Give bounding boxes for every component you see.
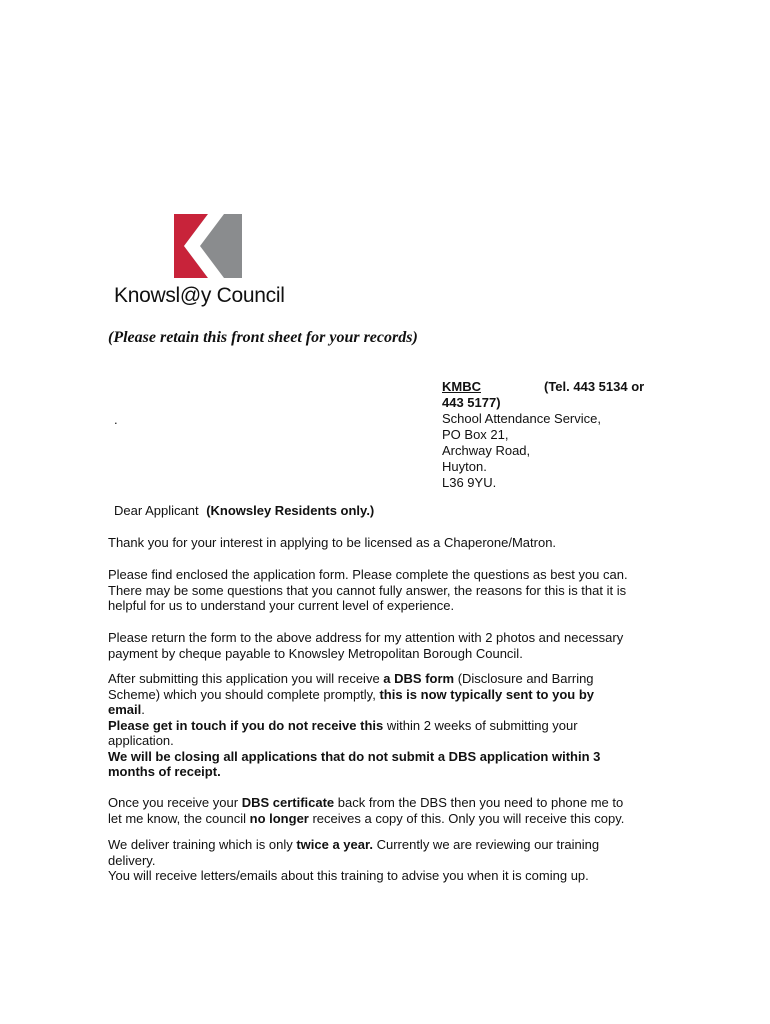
text-run: . [141, 702, 145, 717]
text-line [108, 687, 688, 703]
text-line [108, 671, 688, 687]
retain-note: (Please retain this front sheet for your records) [108, 329, 418, 346]
text-run: let me know, the council [108, 810, 250, 826]
text-line: application. [108, 733, 174, 748]
paragraph-return-form [108, 630, 688, 661]
paragraph-certificate [108, 795, 688, 826]
address-line: L36 9YU. [442, 475, 497, 490]
text-line: Please find enclosed the application form. Please complete the questions as best you can. [108, 567, 628, 582]
text-line: We will be closing all applications that do not submit a DBS application within 3 [108, 748, 601, 764]
text-run-bold: email [108, 702, 142, 717]
stray-dot: . [114, 412, 118, 427]
text-run: receives a copy of this. Only you will receive this copy. [308, 810, 625, 826]
paragraph-training [108, 837, 688, 884]
text-line: Please return the form to the above address for my attention with 2 photos and necessary [108, 630, 624, 645]
text-line [108, 811, 688, 827]
text-run: Scheme) which you should complete promptly, [108, 686, 380, 702]
text-line: helpful for us to understand your current level of experience. [108, 598, 455, 613]
text-run-bold: Please get in touch if you do not receive this [108, 717, 384, 733]
address-line: Archway Road, [442, 443, 531, 458]
text-line: You will receive letters/emails about this training to advise you when it is coming up. [108, 868, 589, 883]
text-line [108, 718, 688, 734]
salutation [114, 503, 374, 518]
text-line: delivery. [108, 852, 156, 868]
text-line: months of receipt. [108, 764, 221, 779]
telephone-part1: (Tel. 443 5134 or [544, 379, 645, 394]
text-run: Currently we are reviewing our training [372, 837, 600, 852]
salutation-qualifier: (Knowsley Residents only.) [206, 503, 375, 518]
text-run: After submitting this application you will receive [108, 671, 384, 686]
telephone-part2: 443 5177) [442, 395, 501, 410]
logo-wordmark: Knowsl@y Council [114, 284, 285, 307]
text-run: (Disclosure and Barring [454, 671, 594, 686]
text-line [108, 837, 688, 853]
address-header [442, 379, 682, 395]
address-line: School Attendance Service, [442, 411, 601, 426]
text-run: within 2 weeks of submitting your [383, 717, 578, 733]
text-run-bold: twice a year. [296, 837, 373, 852]
paragraph-dbs [108, 671, 688, 780]
org-name: KMBC [442, 379, 481, 394]
paragraph-thanks [108, 535, 688, 551]
address-line: Huyton. [442, 459, 487, 474]
text-run: We deliver training which is only [108, 837, 297, 852]
text-line: Thank you for your interest in applying to be licensed as a Chaperone/Matron. [108, 535, 557, 550]
text-line: payment by cheque payable to Knowsley Metropolitan Borough Council. [108, 645, 523, 661]
text-run: Once you receive your [108, 795, 242, 810]
salutation-text: Dear Applicant [114, 503, 199, 518]
address-block [442, 379, 682, 491]
text-line [108, 702, 688, 718]
text-run-bold: no longer [249, 810, 309, 826]
text-run-bold: this is now typically sent to you by [379, 686, 594, 702]
text-line: There may be some questions that you cannot fully answer, the reasons for this is that it is [108, 582, 627, 598]
paragraph-enclosed-form [108, 567, 688, 614]
text-line [108, 795, 688, 811]
address-line: PO Box 21, [442, 427, 509, 442]
text-run-bold: DBS certificate [241, 795, 335, 810]
text-run: back from the DBS then you need to phone me to [334, 795, 624, 810]
text-run-bold: a DBS form [383, 671, 455, 686]
